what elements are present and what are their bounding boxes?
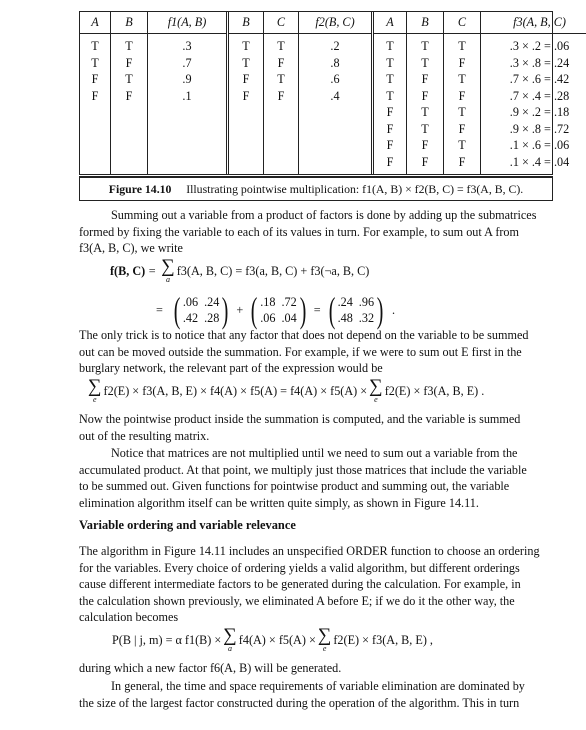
table-cell: T: [386, 39, 394, 53]
table-cell: T: [277, 72, 285, 86]
paragraph-summing-out: [79, 207, 558, 257]
table-column: [480, 12, 586, 174]
summation-index: e: [322, 644, 327, 653]
table-cell: .7 × .6 = .42: [509, 72, 570, 86]
eq1-rhs: f3(A, B, C) = f3(a, B, C) + f3(¬a, B, C): [176, 263, 370, 278]
factor-table-figure: [79, 11, 570, 201]
text-line: out of the resulting matrix.: [79, 428, 210, 443]
text-line: formed by fixing the variable to each of its values in turn. For example, to sum out A from: [79, 224, 520, 239]
matrix-3: ( .24 .96 .48 .32 ): [328, 290, 384, 330]
table-column: [374, 12, 406, 174]
table-cell: F: [125, 55, 133, 70]
summation-symbol: ∑ a: [161, 256, 175, 284]
factor-f2-block: [226, 12, 371, 174]
figure-caption: [79, 176, 553, 201]
table-cell: F: [458, 88, 466, 103]
matrix-cell: .24: [204, 295, 220, 309]
table-column: [110, 12, 147, 174]
table-cell: T: [421, 105, 429, 119]
text-line: Notice that matrices are not multiplied until we need to sum out a variable from the: [111, 446, 518, 460]
table-cell: .1: [182, 88, 192, 103]
table-cell: F: [458, 154, 466, 169]
table-cell: F: [421, 88, 429, 103]
table-cell: T: [125, 72, 133, 86]
matrix-2: ( .18 .72 .06 .04 ): [250, 290, 306, 330]
table-cell: T: [458, 39, 466, 53]
figure-label: Figure 14.10: [108, 182, 172, 196]
eq2-left: f2(E) × f3(A, B, E) × f4(A) × f5(A) = f4(A) × f5(A) ×: [103, 383, 368, 398]
table-cell: F: [91, 72, 99, 86]
table-cell: .9 × .2 = .18: [509, 105, 570, 119]
text-line: accumulated product. At that point, we multiply just those matrices that include the variable: [79, 462, 527, 477]
summation-index: a: [165, 275, 170, 284]
eq1-lhs: f(B, C): [110, 263, 146, 278]
table-cell: F: [242, 88, 250, 103]
summation-symbol: ∑ e: [369, 376, 383, 404]
eq2-right: f2(E) × f3(A, B, E) .: [384, 383, 485, 398]
table-cell: T: [458, 72, 466, 86]
table-column: [443, 12, 480, 174]
summation-symbol: ∑ a: [223, 625, 237, 653]
table-column: [298, 12, 371, 174]
table-cell: .6: [330, 72, 340, 86]
section-heading: Variable ordering and variable relevance: [79, 518, 296, 532]
paragraph-ordering: [79, 543, 558, 626]
table-cell: T: [458, 105, 466, 119]
table-cell: F: [242, 72, 250, 86]
column-header: C: [264, 12, 298, 34]
table-cell: .3 × .2 = .06: [509, 39, 570, 53]
summation-index: e: [374, 395, 378, 404]
matrix-cell: .32: [358, 311, 375, 325]
table-cell: T: [91, 39, 99, 53]
column-header: f1(A, B): [148, 12, 226, 34]
column-header: A: [80, 12, 110, 34]
table-cell: F: [421, 154, 429, 169]
table-cell: F: [421, 138, 429, 152]
paragraph-complexity: [79, 678, 558, 711]
table-cell: F: [277, 88, 285, 103]
text-line: In general, the time and space requirements of variable elimination are dominated by: [111, 679, 525, 693]
table-cell: F: [458, 55, 466, 70]
table-column: [80, 12, 110, 174]
table-cell: F: [91, 88, 99, 103]
table-cell: F: [458, 121, 466, 136]
column-header: C: [444, 12, 480, 34]
table-cell: F: [386, 154, 394, 169]
table-cell: F: [386, 138, 394, 152]
table-cell: T: [458, 138, 466, 152]
matrix-cell: .18: [260, 295, 276, 309]
text-line: elimination algorithm itself can be written quite simply, as shown in Figure 14.11.: [79, 495, 479, 510]
table-cell: F: [386, 105, 394, 119]
text-line: f3(A, B, C), we write: [79, 241, 183, 255]
figure-caption-text: Illustrating pointwise multiplication: f1(A, B) × f2(B, C) = f3(A, B, C).: [186, 182, 524, 196]
table-cell: .2: [330, 39, 340, 53]
text-line: burglary network, the relevant part of the expression would be: [79, 361, 383, 375]
factor-f1-block: [80, 12, 226, 174]
paragraph-new-factor: [79, 660, 558, 677]
factor-f3-block: [371, 12, 586, 174]
text-line: the calculation shown previously, we eliminated A before E; if we do it the other way, the: [79, 593, 515, 608]
matrix-cell: .48: [337, 311, 353, 325]
table-column: [229, 12, 263, 174]
table-cell: T: [277, 39, 285, 53]
table-cell: .4: [330, 88, 340, 103]
text-line: the size of the largest factor constructed during the operation of the algorithm. This in turn: [79, 695, 520, 710]
summation-symbol: ∑ e: [88, 376, 102, 404]
table-cell: T: [386, 72, 394, 86]
eq3-rhs: f2(E) × f3(A, B, E) ,: [333, 632, 433, 647]
column-header: B: [229, 12, 263, 34]
table-cell: T: [386, 55, 394, 70]
equation-sum-out-e: [86, 378, 484, 404]
table-cell: .3: [182, 39, 192, 53]
table-cell: T: [125, 39, 133, 53]
column-header: A: [374, 12, 406, 34]
table-cell: F: [277, 55, 285, 70]
table-cell: .3 × .8 = .24: [509, 55, 570, 70]
table-cell: .8: [330, 55, 340, 70]
table-cell: T: [91, 55, 99, 70]
table-column: [263, 12, 298, 174]
paragraph-pointwise: [79, 411, 558, 444]
paragraph-matrices: [79, 445, 558, 511]
table-cell: .7: [182, 55, 192, 70]
table-cell: T: [421, 121, 429, 136]
table-cell: F: [386, 121, 394, 136]
table-column: [406, 12, 443, 174]
matrix-cell: .96: [358, 295, 375, 309]
table-cell: .1 × .4 = .04: [509, 154, 570, 169]
table-cell: T: [242, 55, 250, 70]
equation-reordered: [112, 627, 433, 653]
matrix-cell: .04: [281, 311, 297, 325]
text-line: Summing out a variable from a product of factors is done by adding up the submatrices: [111, 208, 537, 222]
text-line: to be summed out. Given functions for pointwise product and summing out, the variable: [79, 479, 510, 493]
table-cell: .7 × .4 = .28: [509, 88, 570, 103]
matrix-cell: .28: [204, 311, 220, 325]
summation-symbol: ∑ e: [317, 625, 332, 653]
column-header: B: [407, 12, 443, 34]
factor-table: [79, 11, 570, 175]
table-cell: .9 × .8 = .72: [509, 121, 570, 136]
matrix-cell: .06: [260, 311, 276, 325]
text-line: out can be moved outside the summation. For example, if we were to sum out E first in the: [79, 344, 522, 359]
matrix-cell: .24: [337, 295, 353, 309]
paragraph-trick: [79, 327, 558, 377]
column-header: B: [111, 12, 147, 34]
matrix-cell: .06: [182, 295, 199, 309]
table-cell: F: [421, 72, 429, 86]
equation-matrix-sum: = ( .06 .24 .42 .28 ) + ( .18 .72 .06 .04 ) = ( .24 .96 .48 .32 ) .: [156, 290, 396, 330]
text-line: calculation becomes: [79, 610, 179, 624]
table-cell: T: [421, 39, 429, 53]
table-cell: F: [125, 88, 133, 103]
matrix-1: ( .06 .24 .42 .28 ): [173, 290, 229, 330]
summation-index: e: [92, 395, 97, 404]
column-header: f2(B, C): [299, 12, 371, 34]
matrix-cell: .72: [281, 295, 297, 309]
column-header: f3(A, B, C): [481, 12, 586, 34]
table-cell: .1 × .6 = .06: [509, 138, 570, 152]
table-cell: T: [386, 88, 394, 103]
text-line: for the variables. Every choice of ordering yields a valid algorithm, but different orderings: [79, 560, 520, 575]
text-line: cause different intermediate factors to be generated during the calculation. For example, in: [79, 577, 521, 591]
text-line: The algorithm in Figure 14.11 includes an unspecified ORDER function to choose an ordering: [79, 544, 540, 558]
table-cell: .9: [182, 72, 192, 86]
table-cell: T: [421, 55, 429, 70]
text-line: Now the pointwise product inside the summation is computed, and the variable is summed: [79, 412, 521, 426]
table-column: [147, 12, 226, 174]
matrix-cell: .42: [182, 311, 199, 325]
equation-sum-out-a: f(B, C) = ∑ a f3(A, B, C) = f3(a, B, C) + f3(¬a, B, C): [110, 256, 370, 284]
table-cell: T: [242, 39, 250, 53]
summation-index: a: [228, 644, 233, 653]
eq3-mid: f4(A) × f5(A) ×: [238, 632, 316, 647]
text-line: The only trick is to notice that any factor that does not depend on the variable to be summed: [79, 328, 529, 342]
eq3-lhs: P(B | j, m) = α f1(B) ×: [112, 632, 222, 647]
text-line: during which a new factor f6(A, B) will be generated.: [79, 661, 342, 675]
